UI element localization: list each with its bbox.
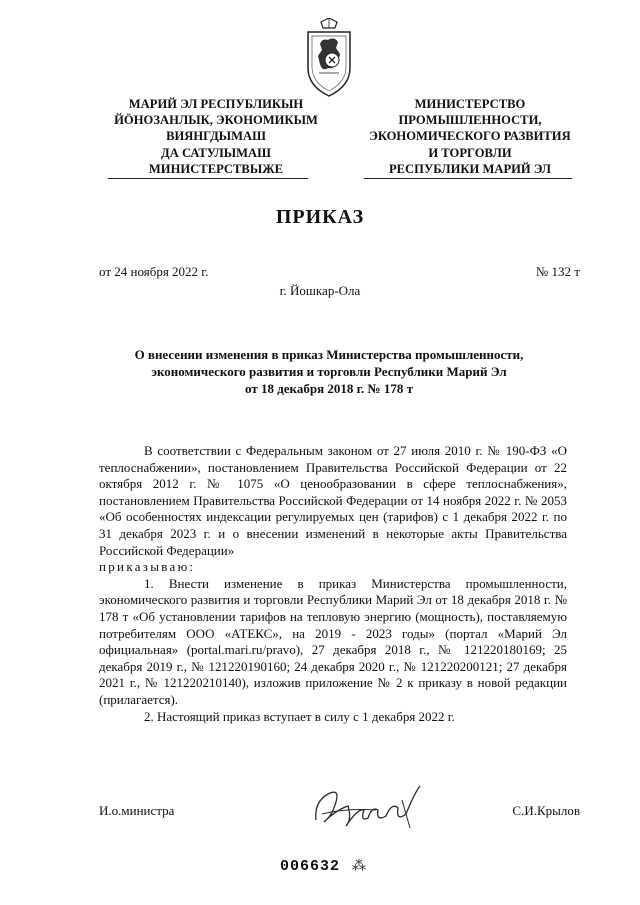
subject-line: О внесении изменения в приказ Министерства промышленности,	[134, 347, 524, 362]
header-line: МИНИСТЕРСТВЫЖЕ	[148, 161, 284, 176]
header-line: И ТОРГОВЛИ	[428, 145, 512, 160]
order-date: от 24 ноября 2022 г.	[99, 264, 209, 279]
order-number: № 132 т	[535, 264, 580, 279]
signatory-name: С.И.Крылов	[512, 803, 580, 818]
body-item-1: 1. Внести изменение в приказ Министерства промышленности, экономического развития и торговли Республики Марий Эл от 18 декабря 2018 г. № 178 т «Об установлении тарифов на тепловую энергию (мощность), поставляемую потребителям ООО «АТЕКС», на 2019 - 2023 годы» (портал «Марий Эл официальная» (portal.mari.ru/pravo), 27 декабря 2018 г., № 121220180169; 25 декабря 2019 г., № 121220190160; 24 декабря 2020 г., № 121220200121; 27 декабря 2021 г., № 121220210140), изложив приложение № 2 к приказу в новой редакции (прилагается).	[99, 575, 567, 707]
header-line: РЕСПУБЛИКИ МАРИЙ ЭЛ	[388, 161, 552, 176]
header-ministry-mari	[96, 96, 336, 177]
header-underline-right	[364, 178, 572, 179]
coat-of-arms-emblem-icon	[300, 18, 358, 100]
order-city: г. Йошкар-Ола	[279, 283, 361, 298]
header-line: ПРОМЫШЛЕННОСТИ,	[398, 113, 542, 128]
subject-line: от 18 декабря 2018 г. № 178 т	[244, 381, 413, 396]
header-line: ЙÖНОЗАНЛЫК, ЭКОНОМИКЫМ	[114, 113, 318, 128]
header-line: ЭКОНОМИЧЕСКОГО РАЗВИТИЯ	[369, 129, 571, 144]
order-subject	[98, 346, 560, 397]
body-item-2: 2. Настоящий приказ вступает в силу с 1 декабря 2022 г.	[144, 708, 455, 724]
header-line: МАРИЙ ЭЛ РЕСПУБЛИКЫН	[128, 97, 304, 111]
subject-line: экономического развития и торговли Республики Марий Эл	[151, 364, 507, 379]
body-preamble: В соответствии с Федеральным законом от 27 июля 2010 г. № 190-ФЗ «О теплоснабжении», постановлением Правительства Российской Федерации от 22 октября 2012 г. № 1075 «О ценообразовании в сфере теплоснабжения», постановлением Правительства Российской Федерации от 14 ноября 2022 г. № 2053 «Об особенностях индексации регулируемых цен (тарифов) с 1 декабря 2022 г. по 31 декабря 2023 г. и о внесении изменений в некоторые акты Правительства Российской Федерации»	[99, 443, 567, 558]
body-command: приказываю:	[99, 559, 196, 575]
signatory-position: И.о.министра	[99, 803, 175, 818]
header-line: ВИЯНГДЫМАШ	[166, 129, 266, 144]
serial-number: 006632	[280, 858, 341, 875]
asterisk-icon: ⁂	[352, 859, 366, 874]
handwritten-signature-icon	[306, 780, 436, 836]
header-ministry-russian	[348, 96, 592, 177]
order-body	[99, 443, 567, 725]
header-line: ДА САТУЛЫМАШ	[161, 145, 271, 160]
document-title: ПРИКАЗ	[275, 206, 365, 228]
header-underline-left	[108, 178, 308, 179]
header-line: МИНИСТЕРСТВО	[414, 97, 526, 111]
